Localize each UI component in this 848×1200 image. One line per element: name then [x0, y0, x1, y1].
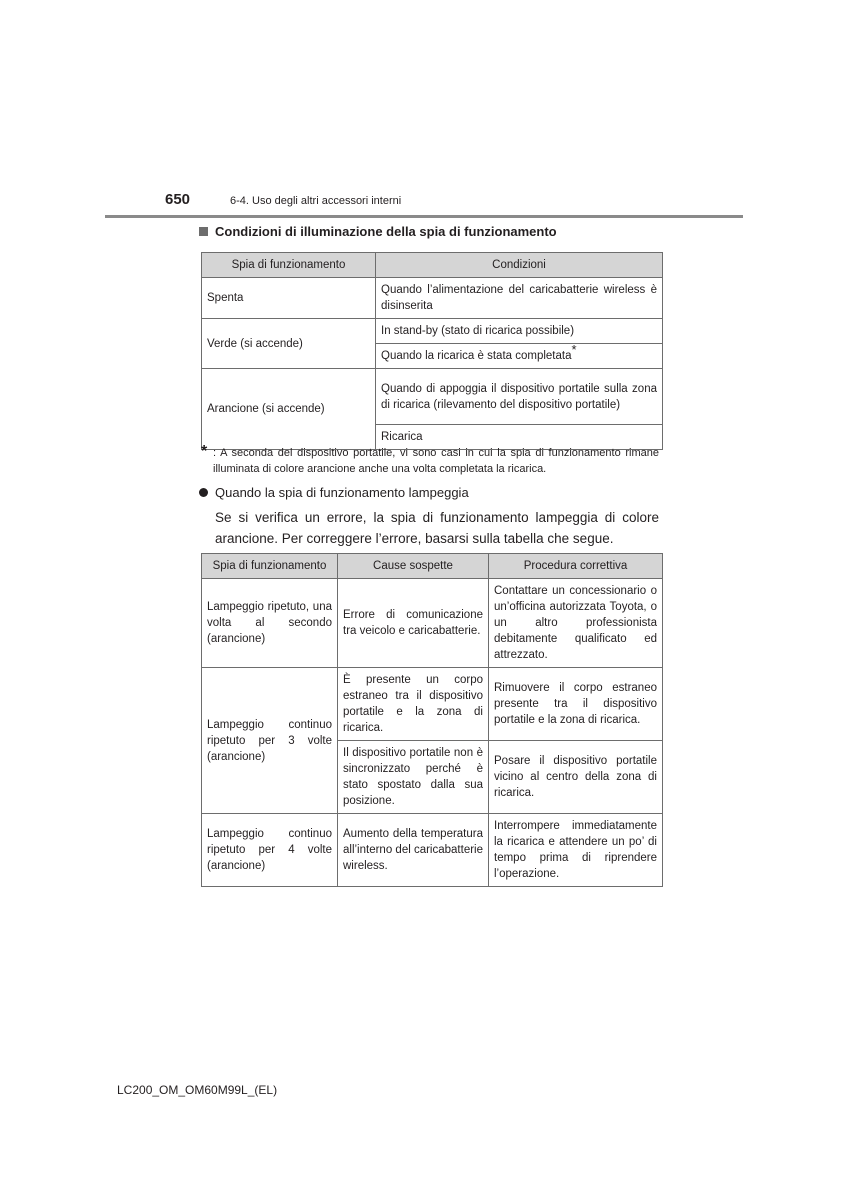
illumination-table — [201, 252, 663, 450]
body-paragraph: Se si verifica un errore, la spia di funzionamento lampeggia di colore arancione. Per correggere l’errore, basarsi sulla tabella che segue. — [215, 510, 659, 546]
table-row — [202, 319, 663, 344]
condition-text: Quando la ricarica è stata completata — [381, 350, 572, 362]
light-state-cell: Lampeggio continuo ripetuto per 3 volte (arancione) — [202, 668, 338, 814]
bullet-heading — [199, 485, 469, 500]
cause-cell: È presente un corpo estraneo tra il dispositivo portatile e la zona di ricarica. — [338, 668, 489, 741]
table-header-row — [202, 253, 663, 278]
bullet-heading-text: Quando la spia di funzionamento lampeggia — [215, 485, 469, 500]
table-row — [202, 814, 663, 887]
cause-cell: Aumento della temperatura all’interno del caricabatterie wireless. — [338, 814, 489, 887]
action-cell: Contattare un concessionario o un’officina autorizzata Toyota, o un altro professionista debitamente qualificato ed attrezzato. — [489, 579, 663, 668]
section-title-text: Condizioni di illuminazione della spia di funzionamento — [215, 224, 557, 239]
footnote — [201, 445, 659, 477]
round-bullet-icon — [199, 488, 208, 497]
table-header-cell: Condizioni — [376, 253, 663, 278]
table-row — [202, 369, 663, 425]
condition-cell — [376, 344, 663, 369]
footnote-marker: * — [571, 342, 577, 358]
cause-cell: Errore di comunicazione tra veicolo e caricabatterie. — [338, 579, 489, 668]
footnote-text: : A seconda del dispositivo portatile, vi sono casi in cui la spia di funzionamento rimane illuminata di colore arancione anche una volta completata la ricarica. — [213, 447, 659, 475]
condition-cell: Quando di appoggia il dispositivo portatile sulla zona di ricarica (rilevamento del dispositivo portatile) — [376, 369, 663, 425]
light-state-cell: Arancione (si accende) — [202, 369, 376, 450]
light-state-cell: Lampeggio ripetuto, una volta al secondo (arancione) — [202, 579, 338, 668]
action-cell: Posare il dispositivo portatile vicino al centro della zona di ricarica. — [489, 741, 663, 814]
light-state-cell: Spenta — [202, 278, 376, 319]
table-header-cell: Procedura correttiva — [489, 554, 663, 579]
condition-cell: Quando l’alimentazione del caricabatterie wireless è disinserita — [376, 278, 663, 319]
troubleshooting-table — [201, 553, 663, 887]
action-cell: Rimuovere il corpo estraneo presente tra il dispositivo portatile e la zona di ricarica. — [489, 668, 663, 741]
light-state-cell: Verde (si accende) — [202, 319, 376, 369]
table-row — [202, 579, 663, 668]
table-header-cell: Cause sospette — [338, 554, 489, 579]
square-bullet-icon — [199, 227, 208, 236]
footnote-star: * — [201, 443, 208, 460]
action-cell: Interrompere immediatamente la ricarica e attendere un po’ di tempo prima di riprendere l’operazione. — [489, 814, 663, 887]
table-header-cell: Spia di funzionamento — [202, 253, 376, 278]
table-row — [202, 668, 663, 741]
header-rule — [105, 215, 743, 218]
condition-cell: In stand-by (stato di ricarica possibile) — [376, 319, 663, 344]
section-title — [199, 224, 557, 239]
page-number: 650 — [165, 191, 191, 208]
table-row — [202, 278, 663, 319]
section-header: 6-4. Uso degli altri accessori interni — [230, 195, 402, 207]
table-header-cell: Spia di funzionamento — [202, 554, 338, 579]
light-state-cell: Lampeggio continuo ripetuto per 4 volte (arancione) — [202, 814, 338, 887]
table-header-row — [202, 554, 663, 579]
condition-cell: Ricarica — [376, 425, 663, 450]
document-code: LC200_OM_OM60M99L_(EL) — [117, 1083, 278, 1097]
cause-cell: Il dispositivo portatile non è sincronizzato perché è stato spostato dalla sua posizione. — [338, 741, 489, 814]
